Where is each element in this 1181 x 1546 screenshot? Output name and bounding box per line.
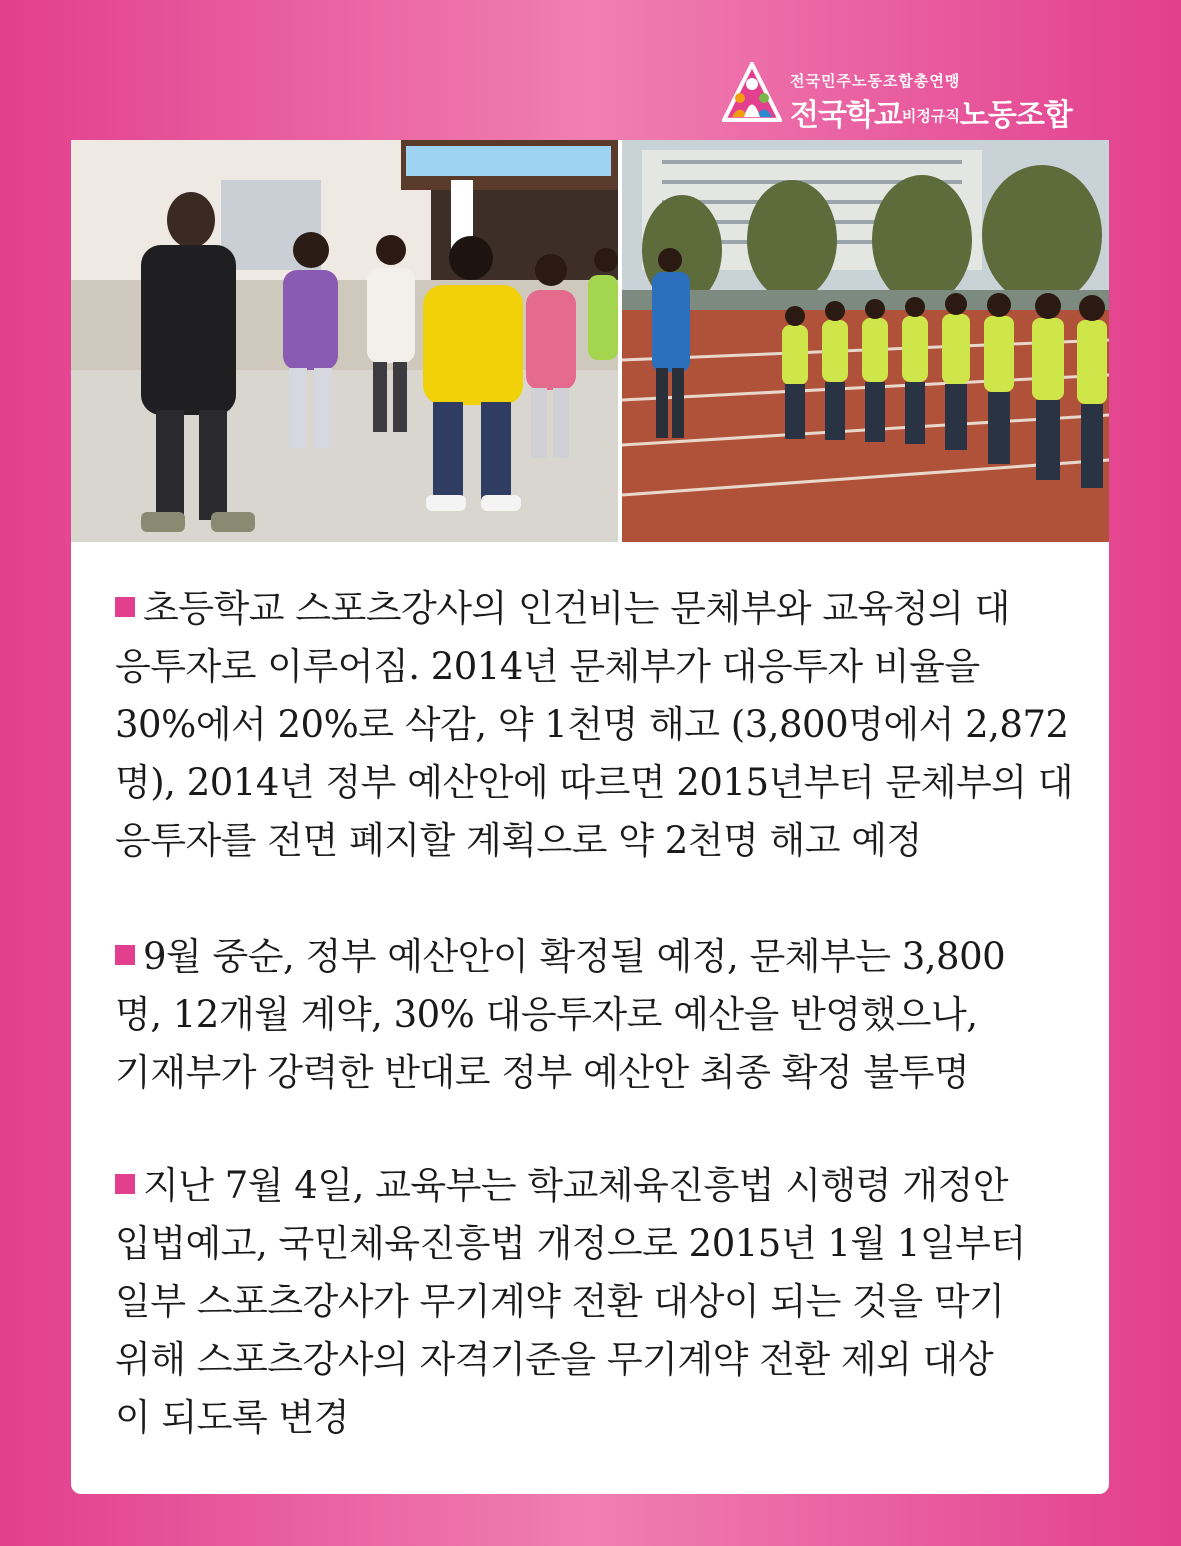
line-text: 초등학교 스포츠강사의 인건비는 문체부와 교육청의 대 [143,587,1010,630]
paragraph-line: 기재부가 강력한 반대로 정부 예산안 최종 확정 불투명 [115,1051,970,1094]
line-text: 9월 중순, 정부 예산안이 확정될 예정, 문체부는 3,800 [143,935,1006,978]
paragraph-line [115,580,1085,638]
logo-title-part3: 노동조합 [959,98,1072,133]
photo-outdoor-track-exercise [622,140,1109,542]
indoor-dance-photo-icon [71,140,618,542]
paragraph-line: 응투자로 이루어짐. 2014년 문체부가 대응투자 비율을 [115,645,980,688]
paragraph-line: 30%에서 20%로 삭감, 약 1천명 해고 (3,800명에서 2,872 [115,703,1069,746]
content-card [71,140,1109,1494]
square-bullet-icon [115,945,135,965]
logo-title-part1: 전국학교 [790,98,902,133]
paragraph-line: 입법예고, 국민체육진흥법 개정으로 2015년 1월 1일부터 [115,1222,1026,1265]
bullet-paragraph-3 [115,1157,1085,1447]
union-emblem-icon [722,62,782,122]
photo-indoor-dance-class [71,140,618,542]
paragraph-line: 응투자를 전면 폐지할 계획으로 약 2천명 해고 예정 [115,819,922,862]
outdoor-track-photo-icon [622,140,1109,542]
paragraph-line: 이 되도록 변경 [115,1396,349,1439]
bullet-paragraph-2 [115,928,1085,1102]
line-text: 지난 7월 4일, 교육부는 학교체육진흥법 시행령 개정안 [143,1164,1008,1207]
logo-subtitle: 전국민주노동조합총연맹 [790,72,961,90]
paragraph-line: 일부 스포츠강사가 무기계약 전환 대상이 되는 것을 막기 [115,1280,1005,1323]
bullet-paragraph-1 [115,580,1085,870]
union-logo [722,56,1102,133]
logo-title [790,90,1072,134]
logo-title-part2: 비정규직 [901,107,960,125]
paragraph-line: 위해 스포츠강사의 자격기준을 무기계약 전환 제외 대상 [115,1338,994,1381]
square-bullet-icon [115,597,135,617]
paragraph-line [115,928,1085,986]
paragraph-line [115,1157,1085,1215]
paragraph-line: 명), 2014년 정부 예산안에 따르면 2015년부터 문체부의 대 [115,761,1073,804]
paragraph-line: 명, 12개월 계약, 30% 대응투자로 예산을 반영했으나, [115,993,978,1036]
square-bullet-icon [115,1174,135,1194]
